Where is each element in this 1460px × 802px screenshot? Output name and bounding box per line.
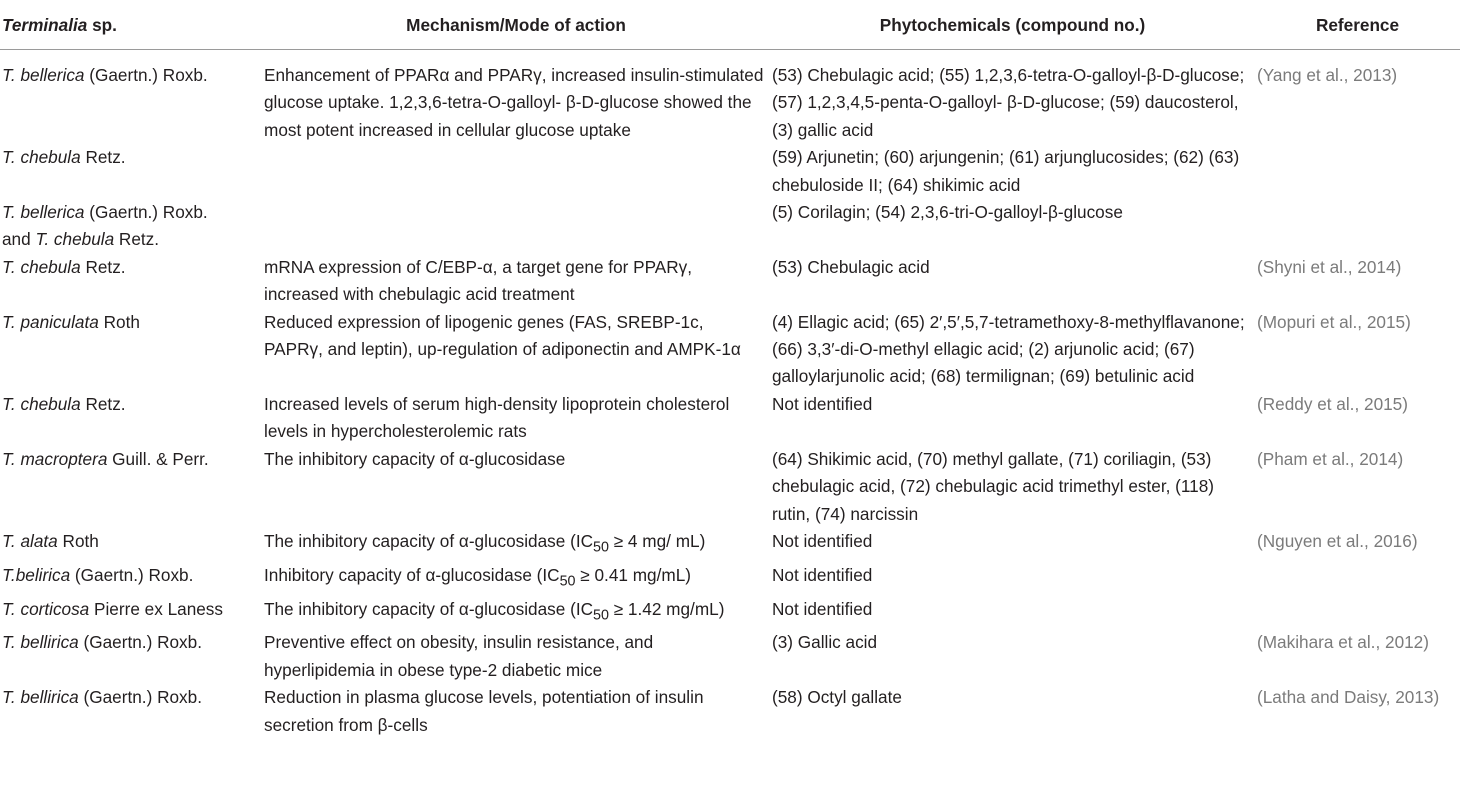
phytochemicals-cell: (3) Gallic acid	[772, 632, 878, 653]
header-row	[0, 0, 1460, 50]
mechanism-cell: Reduced expression of lipogenic genes (FAS, SREBP-1c, PAPRγ, and leptin), up-regulation of adiponectin and AMPK-1α	[264, 311, 741, 360]
phytochemicals-cell: (58) Octyl gallate	[772, 687, 902, 708]
reference-link[interactable]: Nguyen et al., 2016	[1262, 530, 1412, 551]
species-cell: T. chebula Retz.	[2, 393, 126, 414]
table-row	[0, 144, 1460, 199]
reference-cell	[1255, 562, 1460, 596]
table-body	[0, 50, 1460, 740]
species-cell: T. alata Roth	[2, 530, 99, 551]
mechanism-cell: Inhibitory capacity of α-glucosidase ($IC_{50} \ge 0.41$ mg/mL)	[264, 564, 691, 590]
table-row	[0, 596, 1460, 630]
table-row	[0, 629, 1460, 684]
mechanism-cell: The inhibitory capacity of α-glucosidase ($IC_{50} \ge 1.42$ mg/mL)	[264, 598, 725, 624]
phytochemicals-cell: (5) Corilagin; (54) 2,3,6-tri-O-galloyl-β-glucose	[772, 202, 1123, 223]
reference-link[interactable]: Mopuri et al., 2015	[1262, 311, 1406, 332]
table-row	[0, 446, 1460, 528]
reference-cell[interactable]: (Latha and Daisy, 2013)	[1257, 687, 1440, 708]
phytochemicals-cell: (59) Arjunetin; (60) arjungenin; (61) arjunglucosides; (62) (63) chebuloside II; (64) shikimic acid	[772, 147, 1240, 195]
mechanism-cell	[262, 144, 770, 199]
mechanism-cell: Increased levels of serum high-density lipoprotein cholesterol levels in hypercholesterolemic rats	[264, 393, 730, 442]
species-cell: T. chebula Retz.	[2, 147, 126, 168]
reference-link[interactable]: Yang et al., 2013	[1262, 65, 1392, 85]
reference-cell	[1255, 144, 1460, 199]
reference-link[interactable]: Pham et al., 2014	[1262, 448, 1398, 469]
species-cell: T. macroptera Guill. & Perr.	[2, 448, 209, 469]
table-row	[0, 528, 1460, 562]
phytochemicals-cell: (53) Chebulagic acid	[772, 256, 930, 277]
header-mechanism: Mechanism/Mode of action	[262, 0, 770, 50]
species-cell: T. paniculata Roth	[2, 311, 140, 332]
header-reference: Reference	[1255, 0, 1460, 50]
reference-cell[interactable]: (Reddy et al., 2015)	[1257, 393, 1408, 414]
reference-cell[interactable]: (Shyni et al., 2014)	[1257, 256, 1402, 277]
phytochemicals-cell: (4) Ellagic acid; (65) 2′,5′,5,7-tetramethoxy-8-methylflavanone; (66) 3,3′-di-O-methyl ellagic acid; (2) arjunolic acid; (67) galloylarjunolic acid; (68) termilignan; (69) betulinic acid	[772, 311, 1245, 387]
table-row	[0, 199, 1460, 254]
table-row	[0, 50, 1460, 145]
phytochemicals-cell: (64) Shikimic acid, (70) methyl gallate, (71) coriliagin, (53) chebulagic acid, (72) chebulagic acid trimethyl ester, (118) rutin, (74) narcissin	[772, 448, 1215, 524]
table-row	[0, 391, 1460, 446]
reference-cell[interactable]: (Makihara et al., 2012)	[1257, 632, 1429, 653]
table-row	[0, 684, 1460, 739]
species-cell: T.belirica (Gaertn.) Roxb.	[2, 564, 194, 585]
header-phytochemicals: Phytochemicals (compound no.)	[770, 0, 1255, 50]
species-cell: T. bellirica (Gaertn.) Roxb.	[2, 687, 202, 708]
reference-link[interactable]: Reddy et al., 2015	[1262, 393, 1403, 414]
mechanism-cell: The inhibitory capacity of α-glucosidase	[264, 448, 566, 469]
mechanism-cell: Enhancement of PPARα and PPARγ, increased insulin-stimulated glucose uptake. 1,2,3,6-tetra-O-galloyl- β-D-glucose showed the most potent increased in cellular glucose uptake	[264, 65, 764, 140]
phytochemicals-cell: Not identified	[772, 393, 873, 414]
table-row	[0, 562, 1460, 596]
reference-cell[interactable]: (Pham et al., 2014)	[1257, 448, 1404, 469]
phytochemicals-cell: Not identified	[772, 564, 873, 585]
header-species: Terminalia sp.	[0, 0, 262, 50]
reference-link[interactable]: Makihara et al., 2012	[1262, 632, 1424, 653]
reference-cell	[1255, 199, 1460, 254]
mechanism-cell	[262, 199, 770, 254]
phytochemicals-cell: Not identified	[772, 598, 873, 619]
mechanism-cell: mRNA expression of C/EBP-α, a target gene for PPARγ, increased with chebulagic acid treatment	[264, 256, 693, 305]
reference-cell[interactable]: (Nguyen et al., 2016)	[1257, 530, 1418, 551]
reference-cell	[1255, 596, 1460, 630]
species-cell: T. chebula Retz.	[2, 256, 126, 277]
species-cell: T. bellerica (Gaertn.) Roxb.	[2, 65, 208, 85]
table-row	[0, 254, 1460, 309]
table-row	[0, 309, 1460, 391]
reference-link[interactable]: Shyni et al., 2014	[1262, 256, 1396, 277]
mechanism-cell: Preventive effect on obesity, insulin resistance, and hyperlipidemia in obese type-2 diabetic mice	[264, 632, 654, 680]
phytochemicals-cell: (53) Chebulagic acid; (55) 1,2,3,6-tetra-O-galloyl-β-D-glucose; (57) 1,2,3,4,5-penta-O-galloyl- β-D-glucose; (59) daucosterol, (3) gallic acid	[772, 65, 1245, 140]
table-header	[0, 0, 1460, 50]
reference-cell[interactable]: (Mopuri et al., 2015)	[1257, 311, 1411, 332]
phytochemicals-cell: Not identified	[772, 530, 873, 551]
species-cell: T. bellirica (Gaertn.) Roxb.	[2, 632, 202, 653]
reference-cell[interactable]: (Yang et al., 2013)	[1257, 65, 1398, 85]
species-cell: T. bellerica (Gaertn.) Roxb. and T. chebula Retz.	[2, 202, 208, 250]
mechanism-cell: The inhibitory capacity of α-glucosidase ($IC_{50} \ge 4$ mg/ mL)	[264, 530, 706, 556]
mechanism-cell: Reduction in plasma glucose levels, potentiation of insulin secretion from β-cells	[264, 687, 704, 735]
reference-link[interactable]: Latha and Daisy, 2013	[1262, 687, 1434, 708]
species-cell: T. corticosa Pierre ex Laness	[2, 598, 223, 619]
